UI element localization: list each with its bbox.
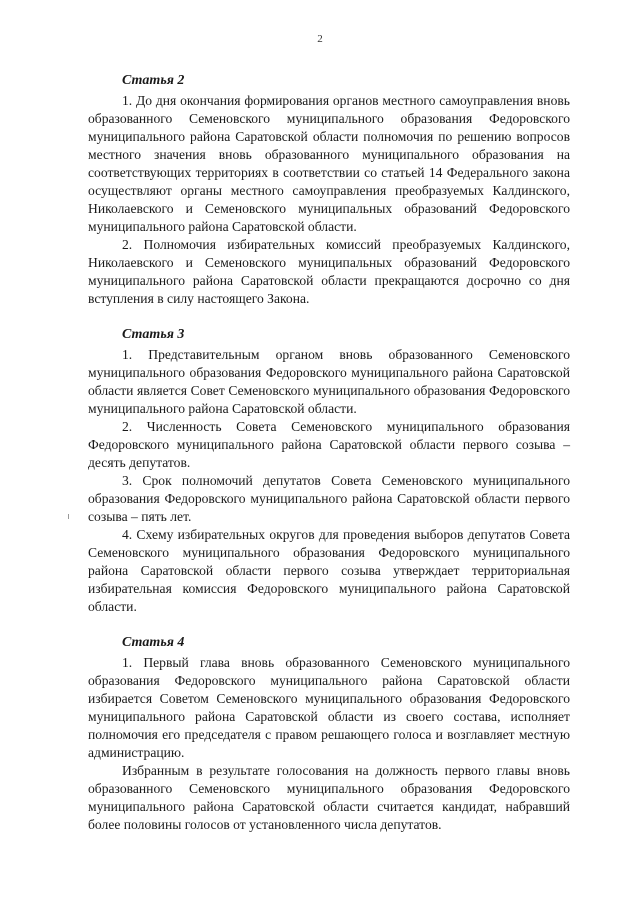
article-title: Статья 3 xyxy=(122,327,185,342)
paragraph: 1. Представительным органом вновь образованного Семеновского муниципального образования Федоровского муниципального района Саратовской области является Совет Семеновского муниципального образования Федоровского муниципального района Саратовской области. xyxy=(88,347,570,416)
paragraph: 3. Срок полномочий депутатов Совета Семеновского муниципального образования Федоровского муниципального района Саратовской области первого созыва – пять лет. xyxy=(88,473,570,524)
paragraph: 1. До дня окончания формирования органов местного самоуправления вновь образованного Семеновского муниципального образования Федоровского муниципального района Саратовской области полномочия по решению вопросов местного значения вновь образованного муниципального образования на соответствующих территориях в соответствии со статьей 14 Федерального закона осуществляют органы местного самоуправления преобразуемых Калдинского, Николаевского и Семеновского муниципальных образований Федоровского муниципального района Саратовской области. xyxy=(88,93,570,234)
article-4 xyxy=(88,634,570,834)
article-3 xyxy=(88,326,570,616)
article-title: Статья 2 xyxy=(122,73,185,88)
paragraph: 1. Первый глава вновь образованного Семеновского муниципального образования Федоровского муниципального района Саратовской области избирается Советом Семеновского муниципального образования Федоровского муниципального района Саратовской области из своего состава, исполняет полномочия его председателя с правом решающего голоса и возглавляет местную администрацию. xyxy=(88,655,570,760)
article-2 xyxy=(88,72,570,308)
paragraph: 4. Схему избирательных округов для проведения выборов депутатов Совета Семеновского муниципального образования Федоровского муниципального района Саратовской области первого созыва утверждает территориальная избирательная комиссия Федоровского муниципального района Саратовской области. xyxy=(88,527,570,614)
page-number: 2 xyxy=(317,33,323,45)
document-body xyxy=(88,72,570,852)
article-title: Статья 4 xyxy=(122,635,185,650)
paragraph: 2. Полномочия избирательных комиссий преобразуемых Калдинского, Николаевского и Семеновского муниципальных образований Федоровского муниципального района Саратовской области прекращаются досрочно со дня вступления в силу настоящего Закона. xyxy=(88,237,570,306)
paragraph: 2. Численность Совета Семеновского муниципального образования Федоровского муниципального района Саратовской области первого созыва – десять депутатов. xyxy=(88,419,570,470)
scan-artifact xyxy=(68,514,69,519)
paragraph: Избранным в результате голосования на должность первого главы вновь образованного Семеновского муниципального образования Федоровского муниципального района Саратовской области считается кандидат, набравший более половины голосов от установленного числа депутатов. xyxy=(88,763,570,832)
